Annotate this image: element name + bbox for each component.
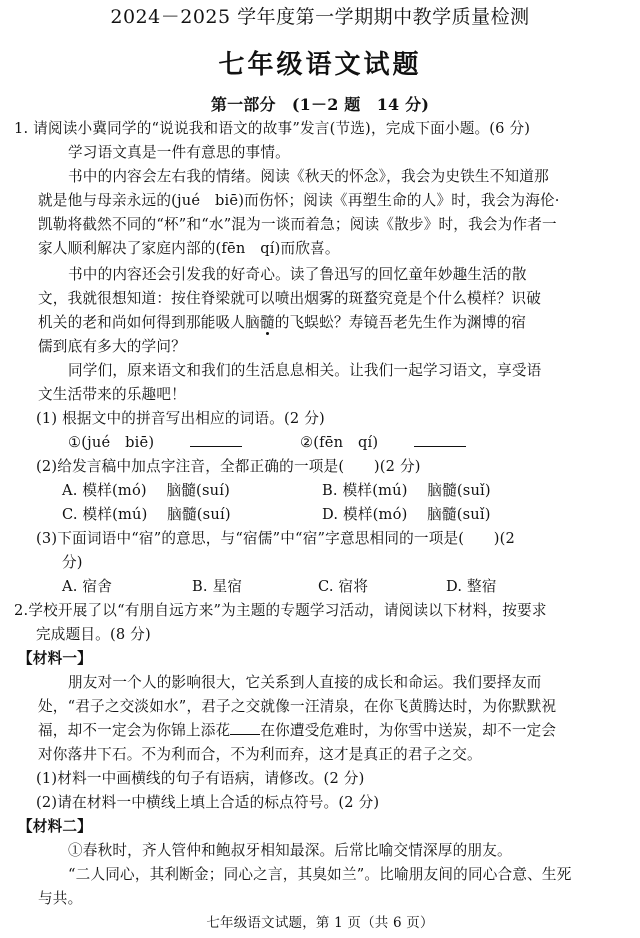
q1-sub2-option-a: A. 模样(mó) 脑髓(suí) xyxy=(62,482,231,499)
material-1-question-1: (1)材料一中画横线的句子有语病，请修改。(2 分) xyxy=(36,770,365,787)
q1-stem: 1. 请阅读小冀同学的“说说我和语文的故事”发言(节选)，完成下面小题。(6 分) xyxy=(14,120,531,137)
q1-para-2-line-1: 书中的内容会左右我的情绪。阅读《秋天的怀念》，我会为史铁生不知道那 xyxy=(68,168,549,185)
q1-sub3-line-1: (3)下面词语中“宿”的意思，与“宿儒”中“宿”字意思相同的一项是( )(2 xyxy=(36,530,516,547)
material-2-line-3: 与共。 xyxy=(38,890,83,907)
q1-para-2-line-2: 就是他与母亲永远的(jué biē)而伤怀；阅读《再塑生命的人》时，我会为海伦· xyxy=(38,192,560,209)
q1-sub3-option-d: D. 整宿 xyxy=(446,578,497,595)
dotted-char: 髓 xyxy=(259,314,275,331)
paper-title: 七年级语文试题 xyxy=(218,50,422,80)
q1-sub3-option-c: C. 宿将 xyxy=(318,578,369,595)
q1-sub2-option-b: B. 模样(mú) 脑髓(suǐ) xyxy=(322,482,491,499)
q1-sub3-option-a: A. 宿舍 xyxy=(62,578,113,595)
q1-para-2-line-4: 家人顺利解决了家庭内部的(fēn qí)而欣喜。 xyxy=(38,240,340,257)
material-1-title: 【材料一】 xyxy=(18,650,92,667)
exam-title: 2024－2025 学年度第一学期期中教学质量检测 xyxy=(110,6,530,28)
q1-para-3-line-2: 文，我就很想知道：按住脊梁就可以喷出烟雾的斑蝥究竟是个什么模样？识破 xyxy=(38,290,541,307)
answer-blank[interactable] xyxy=(190,432,242,447)
q1-sub2-option-d: D. 模样(mó) 脑髓(suǐ) xyxy=(322,506,491,523)
section-heading: 第一部分 (1－2 题 14 分) xyxy=(210,95,430,114)
q2-stem-line-1: 2.学校开展了以“有朋自远方来”为主题的专题学习活动，请阅读以下材料，按要求 xyxy=(14,602,547,619)
material-2-line-1: ①春秋时，齐人管仲和鲍叔牙相知最深。后常比喻交情深厚的朋友。 xyxy=(68,842,512,859)
q1-sub1-item-a: ①(jué biē) xyxy=(68,432,242,454)
answer-blank[interactable] xyxy=(414,432,466,447)
q1-para-4-line-2: 文生活带来的乐趣吧！ xyxy=(38,386,186,403)
q1-para-3-line-3: 机关的老和尚如何得到那能吸人脑髓的飞蜈蚣？寿镜吾老先生作为渊博的宿 xyxy=(38,314,527,331)
material-1-line-4: 对你落井下石。不为利而合，不为利而弃，这才是真正的君子之交。 xyxy=(38,746,482,763)
q1-para-2-line-3: 凯勒将截然不同的“杯”和“水”混为一谈而着急；阅读《散步》时，我会为作者一 xyxy=(38,216,557,233)
material-2-title: 【材料二】 xyxy=(18,818,92,835)
q1-para-3-line-1: 书中的内容还会引发我的好奇心。读了鲁迅写的回忆童年妙趣生活的散 xyxy=(68,266,527,283)
q1-para-1: 学习语文真是一件有意思的事情。 xyxy=(68,144,290,161)
q1-sub1-item-b: ②(fēn qí) xyxy=(300,432,466,454)
q2-stem-line-2: 完成题目。(8 分) xyxy=(36,626,151,643)
q1-sub2: (2)给发言稿中加点字注音，全都正确的一项是( )(2 分) xyxy=(36,458,421,475)
q1-para-3-line-4: 儒到底有多大的学问？ xyxy=(38,338,186,355)
material-1-line-1: 朋友对一个人的影响很大，它关系到人直接的成长和命运。我们要择友而 xyxy=(68,674,542,691)
punctuation-blank[interactable] xyxy=(230,720,260,735)
material-1-line-2: 处，“君子之交淡如水”，君子之交就像一汪清泉，在你飞黄腾达时，为你默默祝 xyxy=(38,698,557,715)
page-footer: 七年级语文试题，第 1 页（共 6 页） xyxy=(206,915,434,931)
q1-sub3-line-2: 分) xyxy=(62,554,83,571)
material-1-line-3: 福，却不一定会为你锦上添花 在你遭受危难时，为你雪中送炭，却不一定会 xyxy=(38,722,557,739)
q1-sub2-option-c: C. 模样(mú) 脑髓(suí) xyxy=(62,506,231,523)
q1-sub3-option-b: B. 星宿 xyxy=(192,578,243,595)
q1-sub1: (1) 根据文中的拼音写出相应的词语。(2 分) xyxy=(36,410,325,427)
material-2-line-2: “二人同心，其利断金；同心之言，其臭如兰”。比喻朋友间的同心合意、生死 xyxy=(68,866,572,883)
material-1-question-2: (2)请在材料一中横线上填上合适的标点符号。(2 分) xyxy=(36,794,380,811)
q1-para-4-line-1: 同学们，原来语文和我们的生活息息相关。让我们一起学习语文，享受语 xyxy=(68,362,542,379)
